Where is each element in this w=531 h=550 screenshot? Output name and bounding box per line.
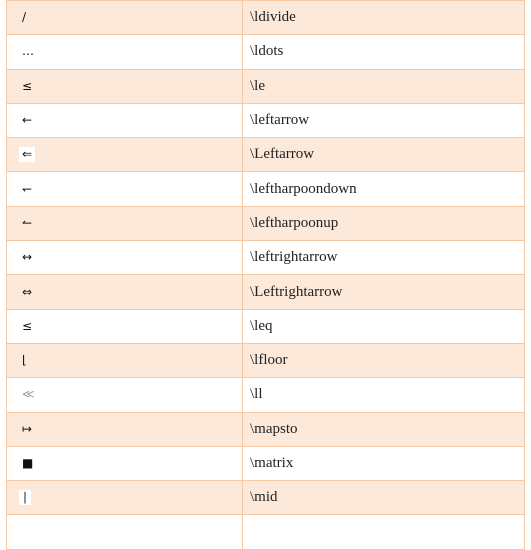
symbol-cell [7,103,243,137]
table-row [7,481,525,515]
symbol-cell [7,412,243,446]
table-row [7,515,525,549]
symbol-glyph: ↽ [22,181,33,196]
command-cell: \leftarrow [243,103,525,137]
table-row [7,172,525,206]
command-cell: \ll [243,378,525,412]
symbol-cell [7,446,243,480]
command-cell: \ldivide [243,1,525,35]
symbol-cell [7,1,243,35]
symbol-cell [7,35,243,69]
command-cell: \Leftrightarrow [243,275,525,309]
command-cell: \Leftarrow [243,138,525,172]
symbol-table [6,0,525,550]
symbol-glyph: ∣ [19,490,31,505]
symbol-glyph: ≤ [22,318,33,333]
symbol-cell [7,241,243,275]
table-row [7,343,525,377]
symbol-glyph: ↔ [22,250,33,265]
symbol-glyph: ≤ [22,78,33,93]
symbol-cell [7,378,243,412]
command-cell [243,515,525,549]
symbol-glyph: ≪ [22,387,35,402]
symbol-glyph: ⌊ [22,353,27,368]
symbol-glyph: ■ [22,456,34,470]
table-row [7,275,525,309]
symbol-glyph: ∕ [22,10,27,25]
symbol-glyph: ↦ [22,421,33,436]
symbol-cell [7,309,243,343]
table-row [7,206,525,240]
command-cell: \matrix [243,446,525,480]
table-row [7,103,525,137]
command-cell: \lfloor [243,343,525,377]
table-row [7,241,525,275]
table-row [7,69,525,103]
table-row [7,1,525,35]
table-row [7,138,525,172]
command-cell: \leftrightarrow [243,241,525,275]
symbol-cell [7,515,243,549]
symbol-glyph: … [22,44,34,59]
symbol-glyph: ⇐ [19,147,35,162]
command-cell: \mid [243,481,525,515]
symbol-cell [7,275,243,309]
table-row [7,412,525,446]
symbol-glyph: ↼ [22,215,33,230]
symbol-glyph: ← [22,113,33,128]
command-cell: \leftharpoondown [243,172,525,206]
command-cell: \leftharpoonup [243,206,525,240]
table-row [7,446,525,480]
table-row [7,35,525,69]
symbol-cell [7,138,243,172]
symbol-cell [7,206,243,240]
command-cell: \le [243,69,525,103]
symbol-cell [7,69,243,103]
table-row [7,378,525,412]
symbol-cell [7,343,243,377]
symbol-command-table [6,0,524,550]
symbol-glyph: ⇔ [22,284,33,299]
table-row [7,309,525,343]
command-cell: \ldots [243,35,525,69]
symbol-cell [7,481,243,515]
command-cell: \leq [243,309,525,343]
symbol-cell [7,172,243,206]
command-cell: \mapsto [243,412,525,446]
